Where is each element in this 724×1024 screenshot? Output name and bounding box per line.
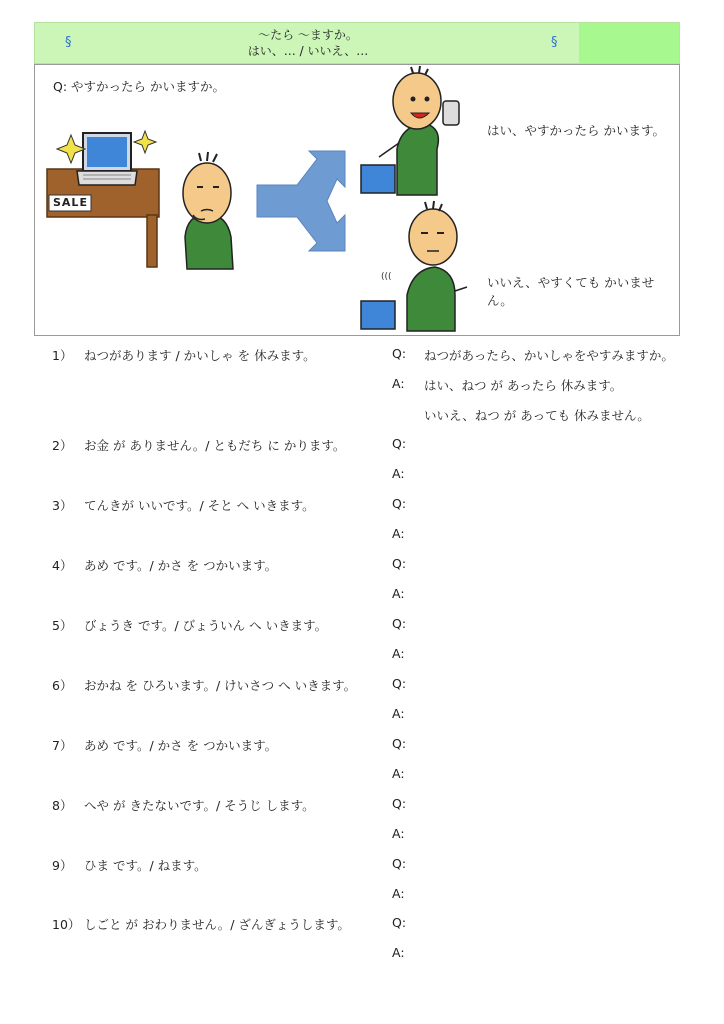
item-number: 7） [52,738,73,753]
a-label: A: [392,376,405,391]
q-label: Q: [392,556,407,571]
a-label: A: [392,826,405,841]
a-label: A: [392,706,405,721]
item-prompt: あめ です。/ かさ を つかいます。 [84,558,278,573]
item-number: 5） [52,618,73,633]
item-number: 1） [52,348,73,363]
item-prompt: てんきが いいです。/ そと へ いきます。 [84,498,315,513]
a-label: A: [392,886,405,901]
item-number: 6） [52,678,73,693]
a-label: A: [392,526,405,541]
sample-answer-yes: はい、ねつ が あったら 休みます。 [424,378,623,393]
a-label: A: [392,586,405,601]
item-prompt: びょうき です。/ びょういん へ いきます。 [84,618,328,633]
title-line-1: ～たら ～ますか。 [258,28,358,42]
header-accent-block [579,23,679,63]
item-prompt: おかね を ひろいます。/ けいさつ へ いきます。 [84,678,357,693]
item-number: 8） [52,798,73,813]
item-number: 4） [52,558,73,573]
section-mark-right: § [551,35,558,50]
example-frame [34,64,680,336]
q-label: Q: [392,346,407,361]
item-prompt: お金 が ありません。/ ともだち に かります。 [84,438,346,453]
item-prompt: しごと が おわりません。/ ざんぎょうします。 [84,917,350,932]
a-label: A: [392,466,405,481]
happy-man-illustration [361,66,459,195]
item-number: 2） [52,438,73,453]
a-label: A: [392,766,405,781]
laptop-illustration [77,133,137,185]
item-number: 3） [52,498,73,513]
q-label: Q: [392,616,407,631]
sample-question: ねつがあったら、かいしゃをやすみますか。 [424,348,674,363]
item-prompt: あめ です。/ かさ を つかいます。 [84,738,278,753]
item-prompt: ひま です。/ ねます。 [84,858,207,873]
q-label: Q: [392,915,407,930]
item-prompt: へや が きたないです。/ そうじ します。 [84,798,315,813]
thinking-mark: ((( [381,272,392,282]
example-question: Q: やすかったら かいますか。 [53,79,225,94]
q-label: Q: [392,736,407,751]
title-line-2: はい、… / いいえ、… [247,44,369,58]
branch-arrow [257,151,345,251]
sale-label: SALE [53,196,88,209]
q-label: Q: [392,436,407,451]
a-label: A: [392,646,405,661]
item-number: 10） [52,917,81,932]
item-prompt: ねつがあります / かいしゃ を 休みます。 [84,348,316,363]
thinking-man-illustration [183,152,233,269]
no-answer: いいえ、やすくても かいません。 [487,275,655,308]
item-number: 9） [52,858,73,873]
a-label: A: [392,945,405,960]
sample-answer-no: いいえ、ねつ が あっても 休みません。 [424,408,650,423]
section-mark-left: § [65,35,72,50]
worksheet-header [34,22,680,64]
q-label: Q: [392,856,407,871]
q-label: Q: [392,496,407,511]
yes-answer: はい、やすかったら かいます。 [487,123,665,138]
q-label: Q: [392,676,407,691]
q-label: Q: [392,796,407,811]
refusing-man-illustration [361,201,467,331]
worksheet-title [35,27,581,59]
